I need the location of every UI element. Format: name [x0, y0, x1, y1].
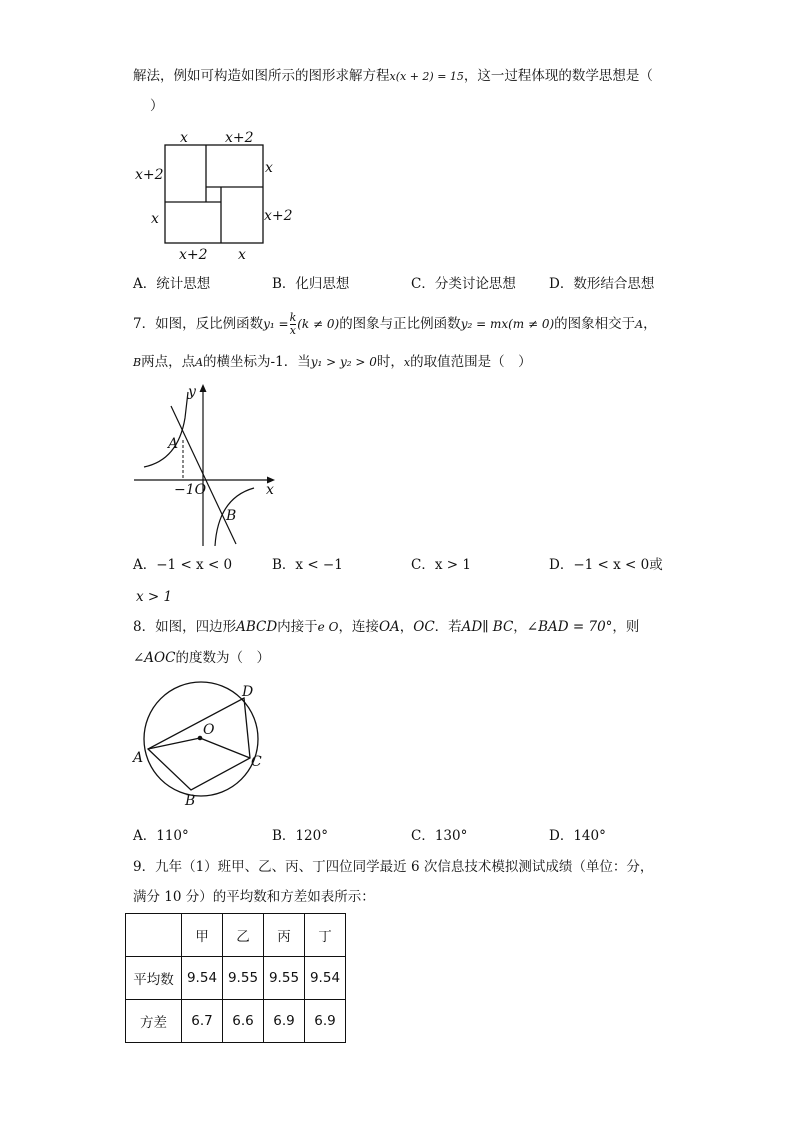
q8-circle: e O [317, 620, 339, 634]
q6-label-right-x2: x+2 [264, 208, 293, 224]
q7-cond1: (k ≠ 0) [297, 317, 340, 331]
q6-option-a: A．统计思想 [133, 276, 211, 292]
q7-option-d: D．−1 < x < 0或 [549, 557, 663, 573]
q7-label-y: y [188, 384, 196, 400]
table-header-row [126, 914, 346, 957]
q8-oc: OC [413, 619, 435, 635]
q7-stem-line2 [133, 352, 532, 373]
q7-stem-line1 [133, 312, 657, 337]
q7-hyperbola-left [144, 392, 188, 467]
q8-figure [130, 678, 270, 810]
q7-label-x: x [266, 482, 274, 498]
q7-text-f: 的横坐标为 [203, 354, 271, 370]
q7-label-origin: −1O [174, 482, 207, 498]
q6-option-d: D．数形结合思想 [549, 276, 655, 292]
q7-text-i: 的取值范围是（ ） [410, 354, 532, 370]
q6-stem-line2 [150, 96, 164, 116]
q9-stem-line2: 满分 10 分）的平均数和方差如表所示： [133, 889, 375, 905]
q8-center-dot [198, 736, 203, 741]
table-header-cell: 乙 [223, 914, 264, 957]
table-header-cell: 甲 [182, 914, 223, 957]
q8-label-d: D [242, 684, 254, 700]
q7-option-a: A．−1 < x < 0 [133, 557, 233, 573]
q8-quadrilateral [148, 698, 250, 790]
table-header-cell: 丙 [264, 914, 305, 957]
table-cell: 6.9 [305, 1000, 346, 1043]
q6-close-paren: ） [150, 98, 164, 114]
q7-point-b: B [133, 356, 142, 369]
q6-label-left-x: x [151, 211, 159, 227]
table-row-label: 平均数 [126, 957, 182, 1000]
q8-label-b: B [185, 793, 196, 809]
table-header-cell: 丁 [305, 914, 346, 957]
q8-comma: ， [399, 619, 414, 635]
q8-angle: ∠BAD = 70° [526, 619, 613, 635]
table-cell: 6.7 [182, 1000, 223, 1043]
q8-label-c: C [251, 754, 262, 770]
q7-text-a: 7．如图，反比例函数 [133, 316, 264, 332]
q7-y2: y₂ = mx(m ≠ 0) [460, 317, 555, 331]
q9-stem-line1: 9．九年（1）班甲、乙、丙、丁四位同学最近 6 次信息技术模拟测试成绩（单位：分， [133, 859, 654, 875]
q7-option-c: C．x > 1 [411, 557, 471, 573]
q7-text-g: ．当 [283, 354, 311, 370]
q7-text-e: 两点，点 [141, 354, 196, 370]
q7-text-h: 时， [376, 354, 404, 370]
table-cell: 9.54 [305, 957, 346, 1000]
q8-text-a: 8．如图，四边形 [133, 619, 237, 635]
q6-option-c: C．分类讨论思想 [411, 276, 516, 292]
q8-parallel: AD∥ BC [461, 619, 514, 635]
q7-text-d: ， [643, 316, 657, 332]
q6-label-top-x: x [180, 130, 188, 146]
q8-segment-oa [148, 738, 200, 749]
q8-option-b: B．120° [272, 828, 328, 844]
q8-text-b: 内接于 [277, 619, 318, 635]
table-cell: 9.55 [264, 957, 305, 1000]
q6-label-bottom-x: x [238, 247, 246, 263]
q7-frac-num: k [289, 311, 297, 324]
q6-text-b: ，这一过程体现的数学思想是（ [463, 68, 653, 84]
q7-frac-den: x [289, 324, 296, 337]
q8-label-a: A [133, 750, 144, 766]
q8-stem-line2 [133, 648, 270, 668]
q7-label-b: B [226, 508, 237, 524]
q7-fraction [290, 312, 297, 337]
q8-label-o: O [203, 722, 215, 738]
q6-label-right-x: x [265, 160, 273, 176]
q7-option-b: B．x < −1 [272, 557, 343, 573]
q7-text-c: 的图象相交于 [554, 316, 636, 332]
q8-stem-line1 [133, 617, 639, 637]
q8-comma-2: ， [513, 619, 527, 635]
q7-point-a-2: A [195, 356, 204, 369]
q6-text-a: 解法，例如可构造如图所示的图形求解方程 [133, 68, 390, 84]
q8-option-c: C．130° [411, 828, 468, 844]
q9-score-table [125, 913, 346, 1043]
q6-label-bottom-x2: x+2 [179, 247, 208, 263]
table-row [126, 957, 346, 1000]
q8-segment-oc [200, 738, 250, 758]
q8-option-a: A．110° [133, 828, 189, 844]
q8-text-f: 的度数为（ ） [175, 650, 270, 666]
table-cell: 6.6 [223, 1000, 264, 1043]
q7-figure [130, 378, 280, 548]
table-row-label: 方差 [126, 1000, 182, 1043]
q6-option-b: B．化归思想 [272, 276, 350, 292]
q7-point-a: A [635, 318, 644, 331]
q7-y-arrow [200, 384, 207, 392]
q7-label-a: A [168, 436, 179, 452]
q6-label-left-x2: x+2 [135, 167, 164, 183]
q7-text-b: 的图象与正比例函数 [339, 316, 461, 332]
q6-label-top-x2: x+2 [225, 130, 254, 146]
q8-oa: OA [378, 619, 400, 635]
table-cell: 9.55 [223, 957, 264, 1000]
table-header-cell [126, 914, 182, 957]
table-cell: 6.9 [264, 1000, 305, 1043]
q6-outer-square [165, 145, 263, 243]
q8-angle-aoc: ∠AOC [133, 650, 176, 666]
q7-y1: y₁ = [263, 317, 289, 331]
q8-option-d: D．140° [549, 828, 606, 844]
q7-x-var: x [403, 356, 411, 369]
table-cell: 9.54 [182, 957, 223, 1000]
table-row [126, 1000, 346, 1043]
q7-inequality: y₁ > y₂ > 0 [310, 355, 377, 369]
q6-stem-line1 [133, 66, 653, 87]
q6-figure [130, 128, 300, 263]
q7-option-d-cont: x > 1 [136, 589, 173, 605]
q8-text-d: ．若 [434, 619, 462, 635]
q7-minus-one: -1 [270, 354, 284, 370]
q6-equation: x(x + 2) = 15 [389, 70, 464, 83]
q8-text-c: ，连接 [338, 619, 379, 635]
q8-quad: ABCD [236, 619, 278, 635]
q8-text-e: ，则 [612, 619, 640, 635]
